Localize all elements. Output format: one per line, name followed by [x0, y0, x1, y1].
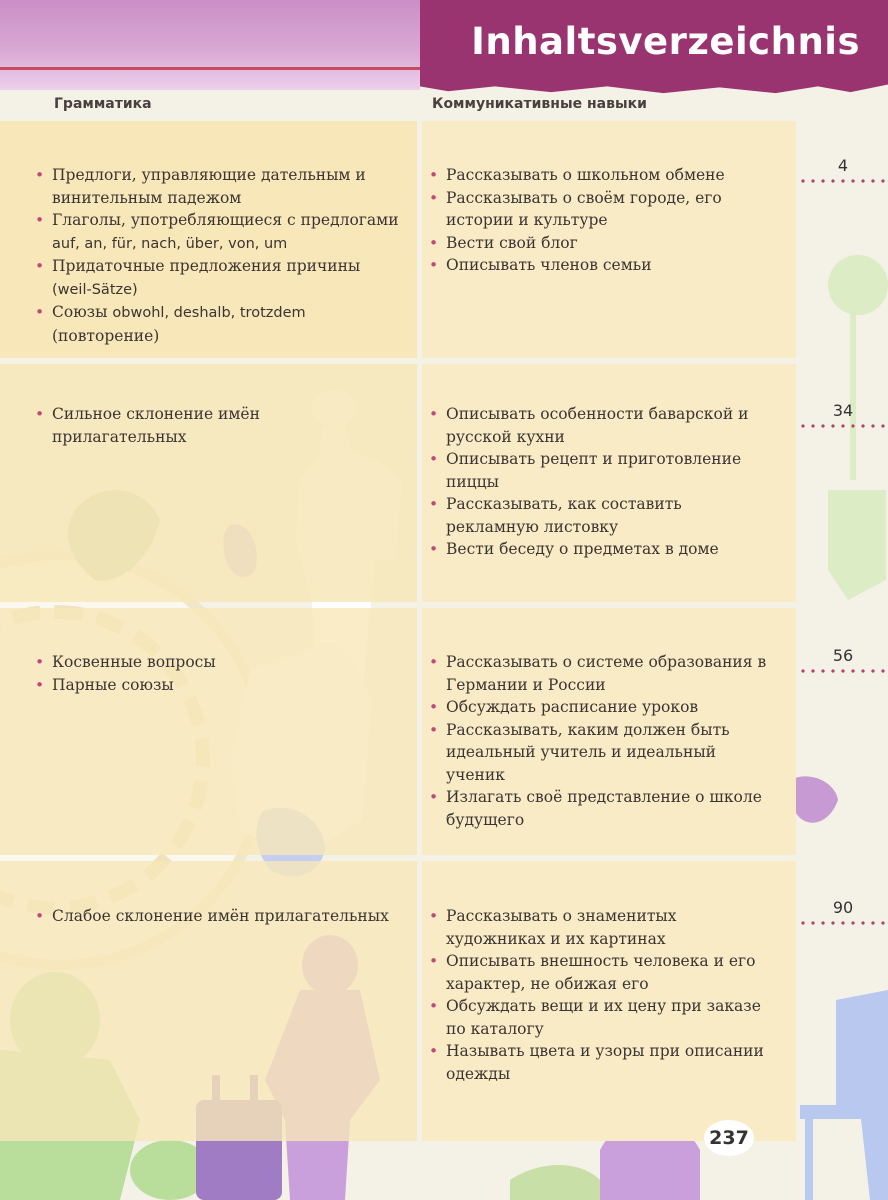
dotted-leader	[798, 669, 886, 673]
header-rule	[0, 67, 420, 70]
skill-item: • Рассказывать, как составить рекламную листовку	[428, 493, 778, 538]
dotted-leader	[798, 921, 886, 925]
skill-item: • Рассказывать о системе образования в Германии и России	[428, 651, 778, 696]
grammar-list-3	[34, 651, 404, 696]
skill-item: • Описывать внешность человека и его характер, не обижая его	[428, 950, 778, 995]
skill-item: • Рассказывать о знаменитых художниках и их картинах	[428, 905, 778, 950]
grammar-list-1	[34, 164, 404, 347]
skills-list-2	[428, 403, 778, 561]
dotted-leader	[798, 179, 886, 183]
skills-column-heading: Коммуникативные навыки	[432, 96, 647, 112]
skill-item: • Вести свой блог	[428, 232, 778, 255]
grammar-column-heading: Грамматика	[54, 96, 152, 112]
grammar-item: • Глаголы, употребляющиеся с предлогами auf, an, für, nach, über, von, um	[34, 209, 404, 255]
page-number-1: 4	[837, 156, 849, 175]
skills-list-3	[428, 651, 778, 831]
skill-item: • Рассказывать о школьном обмене	[428, 164, 778, 187]
skill-item: • Излагать своё представление о школе будущего	[428, 786, 778, 831]
skill-item: • Описывать особенности баварской и русской кухни	[428, 403, 778, 448]
dotted-leader	[798, 424, 886, 428]
footer-page-number: 237	[704, 1120, 754, 1156]
grammar-list-2	[34, 403, 404, 448]
skill-item: • Вести беседу о предметах в доме	[428, 538, 778, 561]
page-title: Inhaltsverzeichnis	[471, 20, 860, 63]
grammar-item: • Придаточные предложения причины (weil-Sätze)	[34, 255, 404, 301]
page-number-2: 34	[832, 401, 854, 420]
grammar-panel-2	[0, 364, 417, 602]
grammar-item: • Парные союзы	[34, 674, 404, 697]
hat-icon	[510, 1165, 600, 1200]
grammar-item: • Предлоги, управляющие дательным и винительным падежом	[34, 164, 404, 209]
skills-list-4	[428, 905, 778, 1085]
skill-item: • Обсуждать вещи и их цену при заказе по каталогу	[428, 995, 778, 1040]
grammar-item: • Сильное склонение имён прилагательных	[34, 403, 292, 448]
skill-item: • Описывать членов семьи	[428, 254, 778, 277]
grammar-panel-4	[0, 861, 417, 1141]
page-number-4: 90	[832, 898, 854, 917]
header-band	[0, 0, 420, 90]
grammar-list-4	[34, 905, 414, 928]
grammar-panel-3	[0, 608, 417, 855]
skill-item: • Рассказывать, каким должен быть идеальный учитель и идеальный ученик	[428, 719, 778, 787]
page-number-3: 56	[832, 646, 854, 665]
skill-item: • Рассказывать о своём городе, его истории и культуре	[428, 187, 778, 232]
chair-icon	[800, 990, 888, 1200]
grammar-item: • Слабое склонение имён прилагательных	[34, 905, 414, 928]
skills-list-1	[428, 164, 778, 277]
grammar-item: • Косвенные вопросы	[34, 651, 404, 674]
grammar-item: • Союзы obwohl, deshalb, trotzdem (повторение)	[34, 301, 404, 347]
skill-item: • Называть цвета и узоры при описании одежды	[428, 1040, 778, 1085]
skill-item: • Описывать рецепт и приготовление пиццы	[428, 448, 778, 493]
skill-item: • Обсуждать расписание уроков	[428, 696, 778, 719]
